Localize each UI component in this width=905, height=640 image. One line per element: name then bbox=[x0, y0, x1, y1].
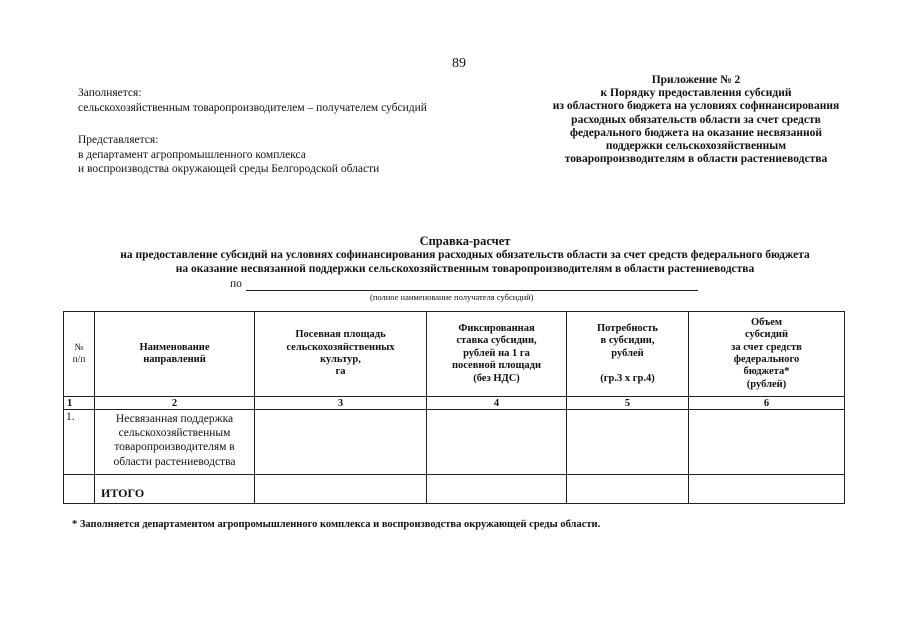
column-number: 4 bbox=[427, 397, 567, 410]
header-cell: Наименование направлений bbox=[95, 312, 255, 397]
appendix-line: товаропроизводителям в области растениеводства bbox=[564, 153, 828, 166]
calculation-table bbox=[63, 311, 845, 504]
appendix-header bbox=[532, 74, 860, 166]
total-federal-volume-cell[interactable] bbox=[689, 475, 845, 504]
total-label: ИТОГО bbox=[95, 475, 255, 504]
appendix-line: к Порядку предоставления субсидий bbox=[600, 87, 792, 100]
appendix-line: федерального бюджета на оказание несвязанной bbox=[569, 126, 822, 139]
footnote: * Заполняется департаментом агропромышленного комплекса и воспроизводства окружающей среды области. bbox=[72, 519, 601, 530]
title-line: на оказание несвязанной поддержки сельскохозяйственным товаропроизводителям в области растениеводства bbox=[175, 262, 755, 275]
appendix-line: Приложение № 2 bbox=[651, 74, 741, 86]
header-cell: Потребность в субсидии, рублей (гр.3 х гр.4) bbox=[567, 312, 689, 397]
column-number: 2 bbox=[95, 397, 255, 410]
total-need-cell[interactable] bbox=[567, 475, 689, 504]
appendix-line: из областного бюджета на условиях софинансирования bbox=[552, 100, 840, 113]
row-number: 1. bbox=[64, 410, 95, 475]
sown-area-cell[interactable] bbox=[255, 410, 427, 475]
title-line: на предоставление субсидий на условиях софинансирования расходных обязательств области за счет средств федерального бюджета bbox=[120, 248, 810, 261]
appendix-line: поддержки сельскохозяйственным bbox=[605, 140, 787, 153]
title-main: Справка-расчет bbox=[419, 234, 511, 248]
total-row bbox=[64, 475, 845, 504]
total-number-cell bbox=[64, 475, 95, 504]
submission-info bbox=[78, 86, 427, 177]
header-cell: Посевная площадь сельскохозяйственных культур, га bbox=[255, 312, 427, 397]
recipient-note: (полное наименование получателя субсидий) bbox=[370, 292, 534, 302]
column-number: 1 bbox=[64, 397, 95, 410]
column-number: 5 bbox=[567, 397, 689, 410]
recipient-name-field[interactable] bbox=[246, 290, 698, 291]
submitted-label: Представляется: bbox=[78, 134, 159, 147]
need-cell[interactable] bbox=[567, 410, 689, 475]
federal-volume-cell[interactable] bbox=[689, 410, 845, 475]
column-number: 3 bbox=[255, 397, 427, 410]
filled-label: Заполняется: bbox=[78, 87, 142, 99]
submitted-to-line2: и воспроизводства окружающей среды Белгородской области bbox=[78, 163, 380, 176]
po-label: по bbox=[230, 278, 242, 290]
rate-cell[interactable] bbox=[427, 410, 567, 475]
row-name: Несвязанная поддержка сельскохозяйственным товаропроизводителям в области растениеводства bbox=[95, 410, 255, 475]
header-cell: Фиксированная ставка субсидии, рублей на 1 га посевной площади (без НДС) bbox=[427, 312, 567, 397]
header-cell: Объем субсидий за счет средств федерального бюджета* (рублей) bbox=[689, 312, 845, 397]
table-row bbox=[64, 410, 845, 475]
column-number: 6 bbox=[689, 397, 845, 410]
total-rate-cell[interactable] bbox=[427, 475, 567, 504]
header-cell: № п/п bbox=[64, 312, 95, 397]
filled-by: сельскохозяйственным товаропроизводителем – получателем субсидий bbox=[78, 101, 427, 114]
submitted-to-line1: в департамент агропромышленного комплекса bbox=[78, 148, 306, 161]
column-number-row bbox=[64, 397, 845, 410]
page-number: 89 bbox=[452, 56, 466, 71]
appendix-line: расходных обязательств области за счет средств bbox=[571, 113, 821, 126]
document-title bbox=[60, 235, 870, 276]
table-header-row bbox=[64, 312, 845, 397]
total-sown-area-cell[interactable] bbox=[255, 475, 427, 504]
